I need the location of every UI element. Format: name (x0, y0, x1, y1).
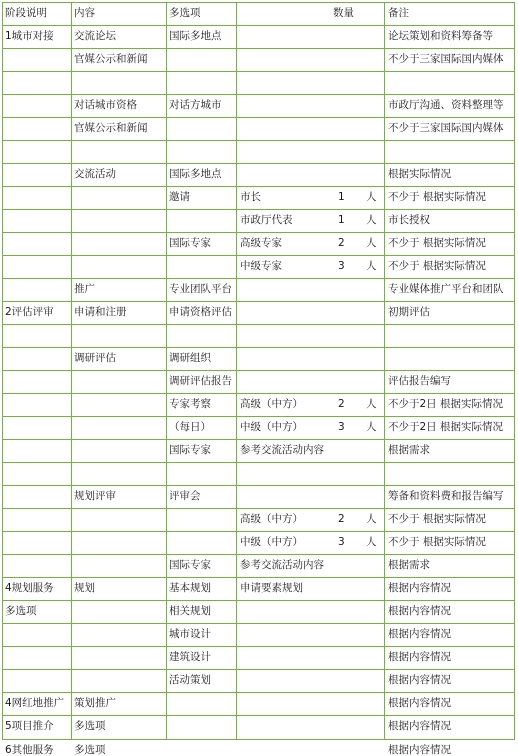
cell-note: 专业媒体推广平台和团队 (388, 283, 504, 295)
cell-stage: 4规划服务 (5, 582, 54, 594)
cell-count: 1 (338, 214, 345, 226)
cell-sub-option: 中级专家 (240, 260, 282, 272)
cell-content: 多选项 (74, 744, 106, 756)
cell-note: 根据内容情况 (388, 605, 451, 617)
cell-note: 筹备和资料费和报告编写 (388, 490, 504, 502)
cell-sub-option: 中级（中方） (240, 536, 303, 548)
cell-option: 相关规划 (169, 605, 211, 617)
column-divider (384, 2, 385, 739)
cell-content: 策划推广 (74, 697, 116, 709)
row-divider (2, 232, 515, 233)
cell-option: 专家考察 (169, 398, 211, 410)
cell-note: 根据需求 (388, 559, 430, 571)
cell-unit: 人 (366, 398, 377, 410)
cell-stage: 1城市对接 (5, 30, 54, 42)
row-divider (2, 416, 515, 417)
row-divider (2, 163, 515, 164)
row-divider (2, 186, 515, 187)
cell-note: 不少于2日 根据实际情况 (388, 421, 504, 433)
row-divider (2, 531, 515, 532)
cell-note: 不少于三家国际国内媒体 (388, 53, 504, 65)
cell-note: 根据内容情况 (388, 744, 451, 756)
row-divider (2, 71, 515, 72)
cell-option: 基本规划 (169, 582, 211, 594)
cell-stage: 6其他服务 (5, 744, 54, 756)
header-content: 内容 (74, 7, 95, 19)
cell-option: 活动策划 (169, 674, 211, 686)
cell-count: 3 (338, 421, 345, 433)
row-divider (2, 209, 515, 210)
cell-note: 不少于三家国际国内媒体 (388, 122, 504, 134)
column-divider (166, 2, 167, 739)
cell-option: 评审会 (169, 490, 201, 502)
column-divider (71, 2, 72, 739)
row-divider (2, 278, 515, 279)
cell-content: 对话城市资格 (74, 99, 137, 111)
row-divider (2, 324, 515, 325)
cell-note: 不少于 根据实际情况 (388, 260, 486, 272)
cell-option: 邀请 (169, 191, 190, 203)
cell-sub-option: 市政厅代表 (240, 214, 293, 226)
cell-content: 调研评估 (74, 352, 116, 364)
cell-sub-option: 高级（中方） (240, 513, 303, 525)
cell-unit: 人 (366, 513, 377, 525)
cell-option: 国际多地点 (169, 30, 222, 42)
column-divider (236, 2, 237, 739)
cell-option: 对话方城市 (169, 99, 222, 111)
row-divider (2, 301, 515, 302)
row-divider (2, 2, 515, 3)
cell-content: 规划 (74, 582, 95, 594)
row-divider (2, 255, 515, 256)
row-divider (2, 715, 515, 716)
cell-option: 国际专家 (169, 237, 211, 249)
cell-note: 根据需求 (388, 444, 430, 456)
cell-unit: 人 (366, 237, 377, 249)
row-divider (2, 25, 515, 26)
cell-stage: 4网红地推广 (5, 697, 65, 709)
cell-note: 评估报告编写 (388, 375, 451, 387)
cell-content: 官媒公示和新闻 (74, 122, 148, 134)
cell-note: 市长授权 (388, 214, 430, 226)
cell-option: 国际专家 (169, 559, 211, 571)
cell-sub-option: 高级（中方） (240, 398, 303, 410)
cell-content: 规划评审 (74, 490, 116, 502)
cell-option: 调研评估报告 (169, 375, 232, 387)
row-divider (2, 692, 515, 693)
row-divider (2, 393, 515, 394)
cell-content: 官媒公示和新闻 (74, 53, 148, 65)
cell-note: 根据内容情况 (388, 697, 451, 709)
cell-note: 不少于 根据实际情况 (388, 536, 486, 548)
cell-sub-option: 高级专家 (240, 237, 282, 249)
header-quantity: 数量 (333, 7, 354, 19)
row-divider (2, 485, 515, 486)
row-divider (2, 117, 515, 118)
cell-sub-option: 市长 (240, 191, 261, 203)
cell-note: 不少于 根据实际情况 (388, 237, 486, 249)
row-divider (2, 577, 515, 578)
cell-option: （每日） (169, 421, 211, 433)
cell-option: 国际专家 (169, 444, 211, 456)
cell-note: 根据内容情况 (388, 720, 451, 732)
row-divider (2, 508, 515, 509)
cell-option: 调研组织 (169, 352, 211, 364)
planning-service-table (2, 2, 515, 756)
cell-option: 建筑设计 (169, 651, 211, 663)
cell-option: 国际多地点 (169, 168, 222, 180)
row-divider (2, 347, 515, 348)
cell-note: 不少于 根据实际情况 (388, 513, 486, 525)
cell-unit: 人 (366, 536, 377, 548)
column-divider (514, 2, 515, 739)
cell-option: 城市设计 (169, 628, 211, 640)
row-divider (2, 600, 515, 601)
row-divider (2, 140, 515, 141)
cell-content: 推广 (74, 283, 95, 295)
cell-note: 不少于2日 根据实际情况 (388, 398, 504, 410)
cell-count: 2 (338, 513, 345, 525)
cell-note: 市政厅沟通、资料整理等 (388, 99, 504, 111)
header-stage: 阶段说明 (5, 7, 47, 19)
cell-sub-option: 申请要素规划 (240, 582, 303, 594)
row-divider (2, 48, 515, 49)
cell-note: 根据内容情况 (388, 582, 451, 594)
cell-content: 申请和注册 (74, 306, 127, 318)
column-divider (2, 2, 3, 739)
cell-stage: 2评估评审 (5, 306, 54, 318)
cell-stage: 5项目推介 (5, 720, 54, 732)
cell-count: 2 (338, 237, 345, 249)
header-note: 备注 (388, 7, 409, 19)
row-divider (2, 439, 515, 440)
cell-count: 1 (338, 191, 345, 203)
row-divider (2, 94, 515, 95)
row-divider (2, 646, 515, 647)
cell-note: 根据内容情况 (388, 628, 451, 640)
cell-note: 论坛策划和资料筹备等 (388, 30, 493, 42)
cell-note: 根据实际情况 (388, 168, 451, 180)
row-divider (2, 669, 515, 670)
cell-unit: 人 (366, 214, 377, 226)
cell-option: 专业团队平台 (169, 283, 232, 295)
cell-note: 初期评估 (388, 306, 430, 318)
cell-stage: 多选项 (5, 605, 37, 617)
row-divider (2, 739, 515, 740)
cell-content: 交流活动 (74, 168, 116, 180)
cell-note: 不少于 根据实际情况 (388, 191, 486, 203)
cell-content: 多选项 (74, 720, 106, 732)
cell-sub-option: 参考交流活动内容 (240, 444, 324, 456)
cell-count: 3 (338, 536, 345, 548)
cell-count: 2 (338, 398, 345, 410)
cell-unit: 人 (366, 260, 377, 272)
cell-unit: 人 (366, 191, 377, 203)
row-divider (2, 462, 515, 463)
row-divider (2, 554, 515, 555)
row-divider (2, 623, 515, 624)
cell-count: 3 (338, 260, 345, 272)
cell-note: 根据内容情况 (388, 651, 451, 663)
header-options: 多选项 (169, 7, 201, 19)
row-divider (2, 370, 515, 371)
cell-sub-option: 参考交流活动内容 (240, 559, 324, 571)
cell-option: 申请资格评估 (169, 306, 232, 318)
cell-note: 根据内容情况 (388, 674, 451, 686)
cell-content: 交流论坛 (74, 30, 116, 42)
cell-unit: 人 (366, 421, 377, 433)
cell-sub-option: 中级（中方） (240, 421, 303, 433)
